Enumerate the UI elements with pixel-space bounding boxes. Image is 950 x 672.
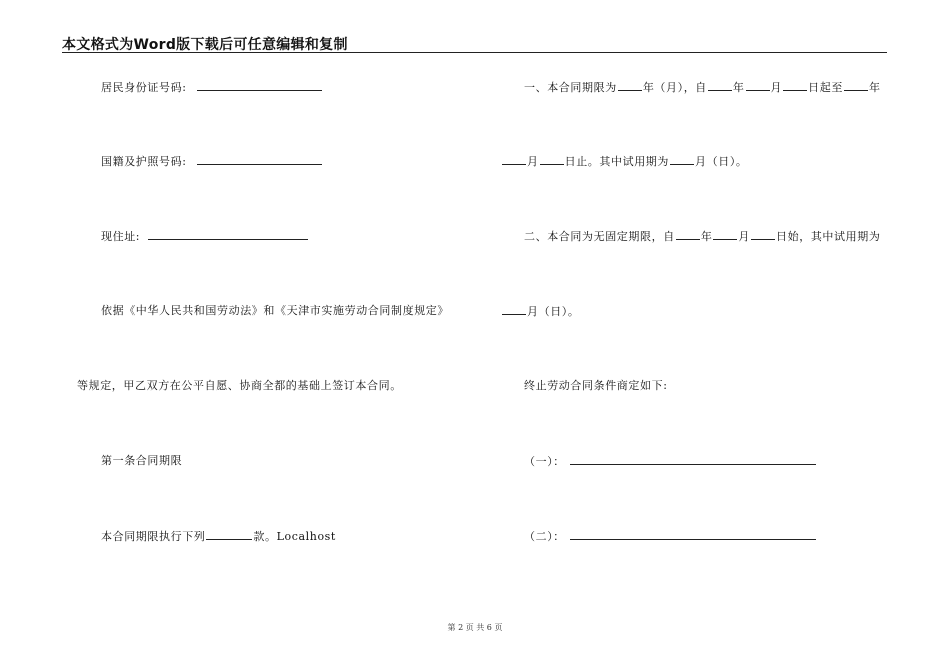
header-rule (62, 52, 887, 53)
end-day-blank[interactable] (540, 154, 564, 165)
fixed-term-year-paren: 年（月），自 (642, 81, 707, 94)
document-header: 本文格式为Word版下载后可任意编辑和复制 (62, 37, 348, 53)
id-number-blank[interactable] (197, 80, 322, 91)
open-start-day-probation: 日始，其中试用期为 (776, 230, 881, 243)
address-blank[interactable] (148, 229, 308, 240)
open-start-year-blank[interactable] (676, 229, 700, 240)
start-year-blank[interactable] (708, 80, 732, 91)
open-term-prefix: 二、本合同为无固定期限，自 (524, 230, 675, 243)
start-day-from-to: 日起至 (808, 81, 843, 94)
condition-2-label: （二）： (524, 530, 565, 543)
open-start-year-label: 年 (700, 230, 713, 243)
termination-condition-1 (524, 454, 817, 469)
basis-text-line2: 等规定，甲乙双方在公平自愿、协商全都的基础上签订本合同。 (77, 379, 402, 392)
termination-condition-2 (524, 529, 817, 544)
basis-text-line1: 依据《中华人民共和国劳动法》和《天津市实施劳动合同制度规定》 (101, 304, 449, 317)
open-term-line2 (501, 304, 580, 319)
article1-title: 第一条合同期限 (101, 454, 183, 467)
start-month-label: 月 (770, 81, 783, 94)
probation-unit: 月（日）。 (695, 155, 748, 168)
end-month-label: 月 (527, 155, 539, 168)
id-number-line (101, 80, 323, 95)
start-month-blank[interactable] (746, 80, 770, 91)
nationality-passport-label: 国籍及护照号码: (101, 155, 187, 168)
open-start-month-label: 月 (738, 230, 751, 243)
nationality-passport-line (101, 154, 323, 169)
fixed-term-line1 (524, 80, 881, 95)
nationality-passport-blank[interactable] (197, 154, 322, 165)
open-probation-unit: 月（日）。 (527, 305, 580, 318)
condition-2-blank[interactable] (570, 529, 816, 540)
address-line (101, 229, 309, 244)
probation-length-blank[interactable] (670, 154, 694, 165)
end-year-label: 年 (868, 81, 881, 94)
start-year-label: 年 (732, 81, 745, 94)
term-clause-prefix: 本合同期限执行下列 (101, 530, 206, 543)
open-start-month-blank[interactable] (713, 229, 737, 240)
fixed-term-prefix: 一、本合同期限为 (524, 81, 617, 94)
term-clause-blank[interactable] (206, 529, 252, 540)
page-number-footer: 第 2 页 共 6 页 (447, 623, 503, 632)
condition-1-label: （一）： (524, 455, 565, 468)
end-day-probation: 日止。其中试用期为 (564, 155, 670, 168)
termination-title: 终止劳动合同条件商定如下: (524, 379, 668, 392)
open-probation-length-blank[interactable] (502, 304, 526, 315)
condition-1-blank[interactable] (570, 454, 816, 465)
open-start-day-blank[interactable] (751, 229, 775, 240)
term-clause-suffix: 款。Localhost (253, 530, 336, 543)
open-term-line1 (524, 229, 880, 244)
end-month-blank[interactable] (502, 154, 526, 165)
end-year-blank[interactable] (844, 80, 868, 91)
term-clause-line (101, 529, 336, 544)
fixed-term-line2 (501, 154, 748, 169)
fixed-term-length-blank[interactable] (618, 80, 642, 91)
address-label: 现住址: (101, 230, 141, 243)
id-number-label: 居民身份证号码: (101, 81, 187, 94)
start-day-blank[interactable] (783, 80, 807, 91)
